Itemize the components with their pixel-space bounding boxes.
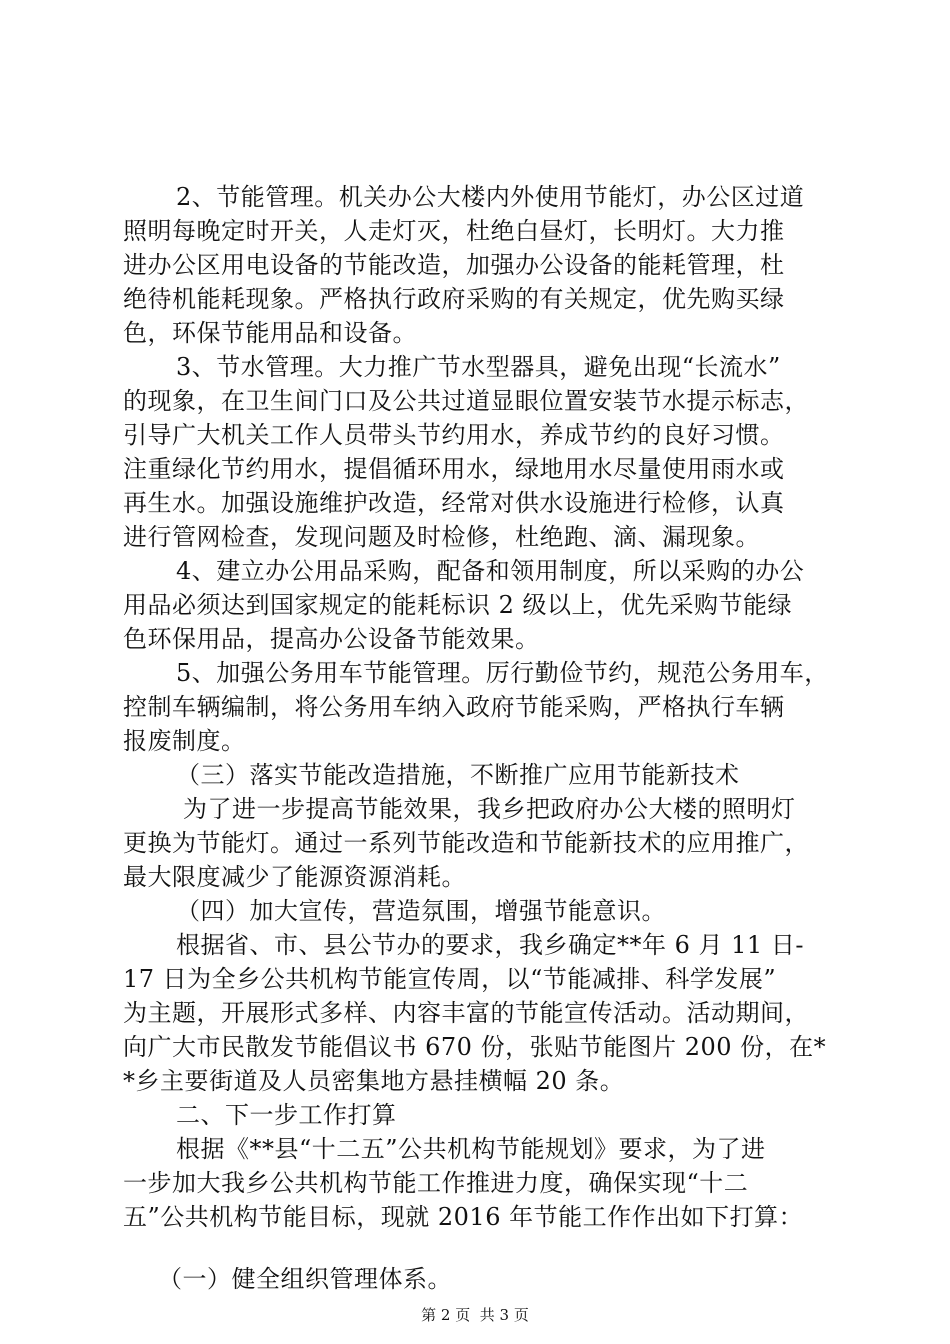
paragraph-line: 4、建立办公用品采购，配备和领用制度，所以采购的办公	[176, 557, 805, 585]
paragraph-line: 进办公区用电设备的节能改造，加强办公设备的能耗管理，杜	[123, 251, 785, 279]
paragraph-line: 为了进一步提高节能效果，我乡把政府办公大楼的照明灯	[183, 795, 796, 823]
paragraph-line: 色，环保节能用品和设备。	[123, 319, 417, 347]
paragraph-line: 进行管网检查，发现问题及时检修，杜绝跑、滴、漏现象。	[123, 523, 760, 551]
paragraph-line: 为主题，开展形式多样、内容丰富的节能宣传活动。活动期间，	[123, 999, 809, 1027]
paragraph-line: 控制车辆编制，将公务用车纳入政府节能采购，严格执行车辆	[123, 693, 785, 721]
paragraph-line: 5、加强公务用车节能管理。厉行勤俭节约，规范公务用车，	[176, 659, 829, 687]
section-heading: 二、下一步工作打算	[176, 1101, 397, 1129]
paragraph-line: 引导广大机关工作人员带头节约用水，养成节约的良好习惯。	[123, 421, 785, 449]
paragraph-line: 报废制度。	[123, 727, 246, 755]
paragraph-line: 的现象，在卫生间门口及公共过道显眼位置安装节水提示标志，	[123, 387, 809, 415]
paragraph-line: 一步加大我乡公共机构节能工作推进力度，确保实现“十二	[123, 1169, 749, 1197]
paragraph-line: 根据《**县“十二五”公共机构节能规划》要求，为了进	[176, 1135, 766, 1163]
paragraph-line: 绝待机能耗现象。严格执行政府采购的有关规定，优先购买绿	[123, 285, 785, 313]
section-heading: （三）落实节能改造措施，不断推广应用节能新技术	[176, 761, 740, 789]
paragraph-line: 最大限度减少了能源资源消耗。	[123, 863, 466, 891]
paragraph-line: 注重绿化节约用水，提倡循环用水，绿地用水尽量使用雨水或	[123, 455, 785, 483]
section-heading: （四）加大宣传，营造氛围，增强节能意识。	[176, 897, 666, 925]
paragraph-line: 用品必须达到国家规定的能耗标识 2 级以上，优先采购节能绿	[123, 591, 793, 619]
paragraph-line: 照明每晚定时开关，人走灯灭，杜绝白昼灯，长明灯。大力推	[123, 217, 785, 245]
paragraph-line: *乡主要街道及人员密集地方悬挂横幅 20 条。	[123, 1067, 625, 1095]
page-number-footer: 第 2 页 共 3 页	[421, 1306, 529, 1324]
paragraph-line: 向广大市民散发节能倡议书 670 份，张贴节能图片 200 份，在*	[123, 1033, 827, 1061]
paragraph-line: 再生水。加强设施维护改造，经常对供水设施进行检修，认真	[123, 489, 785, 517]
paragraph-line: 更换为节能灯。通过一系列节能改造和节能新技术的应用推广，	[123, 829, 809, 857]
section-heading: （一）健全组织管理体系。	[158, 1265, 452, 1293]
paragraph-line: 17 日为全乡公共机构节能宣传周，以“节能减排、科学发展”	[123, 965, 777, 993]
paragraph-line: 根据省、市、县公节办的要求，我乡确定**年 6 月 11 日-	[176, 931, 804, 959]
paragraph-line: 色环保用品，提高办公设备节能效果。	[123, 625, 540, 653]
paragraph-line: 2、节能管理。机关办公大楼内外使用节能灯，办公区过道	[176, 183, 805, 211]
paragraph-line: 3、节水管理。大力推广节水型器具，避免出现“长流水”	[176, 353, 781, 381]
paragraph-line: 五”公共机构节能目标，现就 2016 年节能工作作出如下打算：	[123, 1203, 804, 1231]
